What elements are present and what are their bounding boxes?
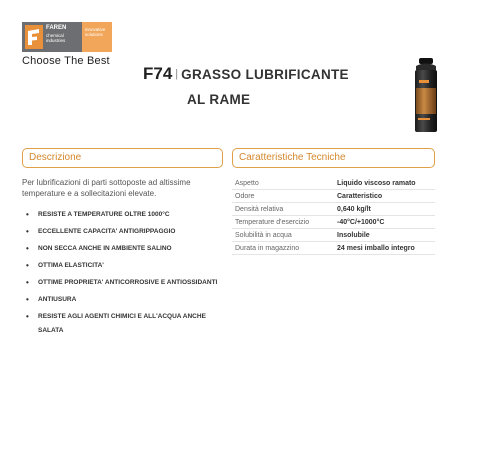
specs-heading: Caratteristiche Tecniche: [239, 152, 346, 163]
title-separator: |: [175, 68, 179, 80]
logo-subtitle: chemical industries: [46, 33, 66, 43]
product-name-line1: GRASSO LUBRIFICANTE: [181, 67, 349, 82]
feature-item: • ANTIUSURA: [22, 293, 227, 307]
specs-header: [232, 148, 435, 168]
spec-row: [232, 242, 435, 255]
feature-item: • RESISTE A TEMPERATURE OLTRE 1000°C: [22, 208, 227, 222]
spec-label: Temperature d'esercizio: [232, 216, 334, 229]
logo-orange-panel: [82, 22, 112, 52]
spec-row: [232, 229, 435, 242]
feature-item: • OTTIMA ELASTICITA': [22, 259, 227, 273]
spec-value: Insolubile: [334, 229, 435, 242]
description-header: [22, 148, 223, 168]
feature-item: • OTTIME PROPRIETA' ANTICORROSIVE E ANTIOSSIDANTI: [22, 276, 227, 290]
product-title: [143, 64, 349, 84]
company-logo: [22, 22, 112, 52]
spec-row: [232, 216, 435, 229]
product-name-line2: AL RAME: [187, 92, 251, 107]
logo-tagline: innovative solutions: [85, 27, 106, 37]
spec-label: Durata in magazzino: [232, 242, 334, 255]
logo-brand: FAREN: [46, 25, 67, 31]
description-intro: Per lubrificazioni di parti sottoposte ad altissime temperature e a sollecitazioni elevate.: [22, 178, 191, 198]
feature-item: • ECCELLENTE CAPACITA' ANTIGRIPPAGGIO: [22, 225, 227, 239]
spec-label: Odore: [232, 190, 334, 203]
slogan: Choose The Best: [22, 55, 110, 67]
spec-row: [232, 177, 435, 190]
spec-row: [232, 203, 435, 216]
spec-value: -40°C/+1000°C: [334, 216, 435, 229]
spec-value: Caratteristico: [334, 190, 435, 203]
spec-label: Aspetto: [232, 177, 334, 190]
spec-value: Liquido viscoso ramato: [334, 177, 435, 190]
spec-value: 24 mesi imballo integro: [334, 242, 435, 255]
spray-can-icon: [413, 58, 439, 134]
faren-mark-icon: [25, 25, 43, 49]
spec-label: Solubilità in acqua: [232, 229, 334, 242]
spec-value: 0,640 kg/lt: [334, 203, 435, 216]
spec-label: Densità relativa: [232, 203, 334, 216]
feature-item: • NON SECCA ANCHE IN AMBIENTE SALINO: [22, 242, 227, 256]
description-heading: Descrizione: [29, 152, 82, 163]
feature-list: [22, 208, 227, 341]
spec-row: [232, 190, 435, 203]
feature-item: • RESISTE AGLI AGENTI CHIMICI E ALL'ACQUA ANCHE SALATA: [22, 310, 227, 338]
product-code: F74: [143, 64, 173, 83]
specs-table: [232, 177, 435, 255]
logo-grey-panel: [22, 22, 82, 52]
